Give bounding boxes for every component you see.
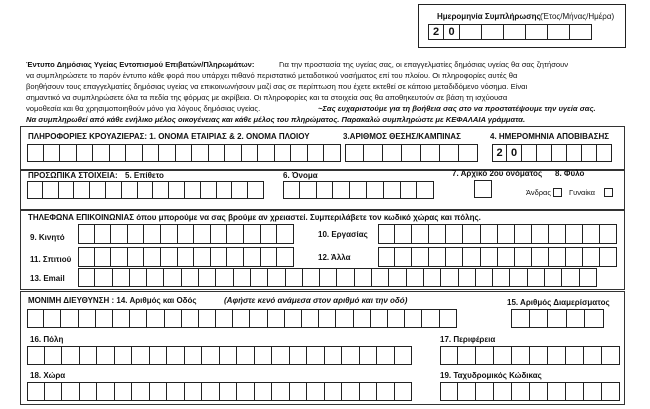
char-box[interactable] <box>548 309 567 328</box>
char-box[interactable] <box>111 247 128 267</box>
char-box[interactable] <box>27 181 43 199</box>
char-box[interactable] <box>159 144 176 162</box>
char-box[interactable] <box>258 144 275 162</box>
char-box[interactable] <box>216 268 233 287</box>
city-label: 16. Πόλη <box>30 335 64 344</box>
char-box[interactable] <box>585 309 604 328</box>
date-digit[interactable] <box>526 24 548 40</box>
country-label: 18. Χώρα <box>30 371 66 380</box>
char-box[interactable] <box>275 144 292 162</box>
char-box[interactable] <box>132 382 150 401</box>
char-box[interactable] <box>185 181 201 199</box>
char-box[interactable] <box>378 224 395 244</box>
char-box[interactable] <box>407 268 424 287</box>
char-box[interactable] <box>122 181 138 199</box>
personal-heading: ΠΡΟΣΩΠΙΚΑ ΣΤΟΙΧΕΙΑ: <box>28 171 118 180</box>
char-box[interactable] <box>176 144 193 162</box>
char-box[interactable] <box>97 346 115 365</box>
char-box[interactable] <box>511 309 530 328</box>
char-box[interactable] <box>272 346 290 365</box>
fill-instruction: Να συμπληρωθεί από κάθε ενήλικο μέλος οικογένειας και κάθε μέλος του πληρώματος. Παρακαλώ συμπληρώστε με ΚΕΦΑΛΑΙΑ γράμματα. <box>26 115 526 124</box>
char-box[interactable] <box>44 144 61 162</box>
char-box[interactable] <box>285 309 302 328</box>
char-box[interactable] <box>537 144 552 162</box>
street-field[interactable] <box>27 309 457 328</box>
char-box[interactable] <box>78 224 95 244</box>
char-box[interactable] <box>602 382 620 401</box>
char-box[interactable] <box>234 268 251 287</box>
disembark-date-field[interactable] <box>492 144 612 162</box>
char-box[interactable] <box>493 268 510 287</box>
char-box[interactable] <box>458 382 476 401</box>
char-box[interactable] <box>216 309 233 328</box>
middle-initial-label: 7. Αρχικό 2ου ονόματος <box>452 169 543 178</box>
char-box[interactable] <box>532 247 549 267</box>
mobile-field[interactable] <box>78 224 294 244</box>
char-box[interactable] <box>202 346 220 365</box>
char-box[interactable] <box>199 309 216 328</box>
char-box[interactable] <box>395 224 412 244</box>
city-field[interactable] <box>27 346 412 365</box>
char-box[interactable] <box>126 144 143 162</box>
char-box[interactable] <box>549 247 566 267</box>
char-box[interactable] <box>290 382 308 401</box>
char-box[interactable] <box>261 247 278 267</box>
char-box[interactable] <box>515 247 532 267</box>
char-box[interactable] <box>115 346 133 365</box>
char-box[interactable] <box>530 382 548 401</box>
char-box[interactable] <box>161 224 178 244</box>
intro-line: νομοθεσία και θα χρησιμοποιηθούν μόνο για λόγους δημόσιας υγείας. <box>26 104 261 113</box>
char-box[interactable] <box>325 346 343 365</box>
first-name-label: 6. Όνομα <box>283 171 318 180</box>
char-box[interactable] <box>153 181 169 199</box>
char-box[interactable] <box>383 144 402 162</box>
date-digit[interactable] <box>548 24 570 40</box>
char-box[interactable] <box>317 181 334 199</box>
surname-field[interactable] <box>27 181 264 199</box>
char-box[interactable] <box>384 181 401 199</box>
date-digit[interactable] <box>482 24 504 40</box>
char-box[interactable] <box>111 224 128 244</box>
postal-code-label: 19. Ταχυδρομικός Κώδικας <box>440 371 542 380</box>
char-box[interactable] <box>138 181 154 199</box>
char-box[interactable] <box>389 268 406 287</box>
char-box[interactable] <box>530 309 549 328</box>
thanks-note: ~Σας ευχαριστούμε για τη βοήθεια σας στο να προστατέψουμε την υγεία σας. <box>318 104 596 113</box>
male-checkbox[interactable] <box>553 188 562 197</box>
char-box[interactable] <box>405 309 422 328</box>
char-box[interactable] <box>530 346 548 365</box>
char-box[interactable] <box>417 181 434 199</box>
char-box[interactable] <box>113 268 130 287</box>
char-box[interactable] <box>371 309 388 328</box>
other-phone-label: 12. Άλλα <box>318 253 351 262</box>
char-box[interactable] <box>225 144 242 162</box>
char-box[interactable] <box>272 382 290 401</box>
char-box[interactable] <box>61 309 78 328</box>
char-box[interactable] <box>402 144 421 162</box>
char-box[interactable] <box>580 268 597 287</box>
char-box[interactable] <box>395 346 413 365</box>
char-box[interactable] <box>95 268 112 287</box>
postal-code-field[interactable] <box>440 382 620 401</box>
char-box[interactable] <box>528 268 545 287</box>
cruise-heading: ΠΛΗΡΟΦΟΡΙΕΣ ΚΡΟΥΑΖΙΕΡΑΣ: 1. ΟΝΟΜΑ ΕΤΑΙΡΙΑΣ & 2. ΟΝΟΜΑ ΠΛΟΙΟΥ <box>28 132 310 141</box>
char-box[interactable] <box>548 346 566 365</box>
char-box[interactable] <box>232 181 248 199</box>
char-box[interactable] <box>566 247 583 267</box>
char-box[interactable] <box>566 382 584 401</box>
date-digit[interactable]: 2 <box>492 144 507 162</box>
char-box[interactable] <box>95 224 112 244</box>
phones-heading: ΤΗΛΕΦΩΝΑ ΕΠΙΚΟΙΝΩΝΙΑΣ όπου μπορούμε να σας βρούμε αν χρειαστεί. Συμπεριλάβετε τον κωδικό χώρας και πόλης. <box>28 213 481 222</box>
char-box[interactable] <box>43 181 59 199</box>
char-box[interactable] <box>512 346 530 365</box>
char-box[interactable] <box>27 144 44 162</box>
male-label: Άνδρας <box>526 188 552 197</box>
char-box[interactable] <box>283 181 300 199</box>
date-digit[interactable]: 0 <box>507 144 522 162</box>
char-box[interactable] <box>337 268 354 287</box>
char-box[interactable] <box>481 224 498 244</box>
char-box[interactable] <box>324 144 341 162</box>
region-field[interactable] <box>440 346 620 365</box>
char-box[interactable] <box>45 382 63 401</box>
char-box[interactable] <box>401 181 418 199</box>
char-box[interactable] <box>286 268 303 287</box>
char-box[interactable] <box>44 309 61 328</box>
other-phone-field[interactable] <box>378 247 617 267</box>
char-box[interactable] <box>582 144 597 162</box>
char-box[interactable] <box>96 309 113 328</box>
char-box[interactable] <box>510 268 527 287</box>
char-box[interactable] <box>395 247 412 267</box>
char-box[interactable] <box>250 309 267 328</box>
char-box[interactable] <box>202 382 220 401</box>
char-box[interactable] <box>147 309 164 328</box>
char-box[interactable] <box>476 382 494 401</box>
char-box[interactable] <box>161 247 178 267</box>
char-box[interactable] <box>165 309 182 328</box>
char-box[interactable] <box>74 181 90 199</box>
char-box[interactable] <box>583 247 600 267</box>
char-box[interactable] <box>169 181 185 199</box>
disembark-date-label: 4. ΗΜΕΡΟΜΗΝΙΑ ΑΠΟΒΙΒΑΣΗΣ <box>490 132 610 141</box>
char-box[interactable] <box>185 346 203 365</box>
char-box[interactable] <box>440 346 458 365</box>
date-digit[interactable] <box>570 24 592 40</box>
company-ship-field[interactable] <box>27 144 341 162</box>
char-box[interactable] <box>130 268 147 287</box>
char-box[interactable] <box>237 346 255 365</box>
char-box[interactable] <box>412 247 429 267</box>
char-box[interactable] <box>463 247 480 267</box>
char-box[interactable] <box>167 382 185 401</box>
char-box[interactable] <box>583 224 600 244</box>
char-box[interactable] <box>209 144 226 162</box>
char-box[interactable] <box>150 382 168 401</box>
apartment-field[interactable] <box>511 309 604 328</box>
char-box[interactable] <box>459 144 478 162</box>
char-box[interactable] <box>277 247 294 267</box>
completion-date-field[interactable] <box>428 24 592 40</box>
char-box[interactable] <box>27 382 45 401</box>
char-box[interactable] <box>336 309 353 328</box>
char-box[interactable] <box>494 382 512 401</box>
cabin-number-label: 3.ΑΡΙΘΜΟΣ ΘΕΣΗΣ/ΚΑΜΠΙΝΑΣ <box>343 132 461 141</box>
female-label: Γυναίκα <box>569 188 595 197</box>
char-box[interactable] <box>185 382 203 401</box>
char-box[interactable] <box>429 224 446 244</box>
intro-line: να συμπληρώσετε το παρόν έντυπο κάθε φορά που υπάρχει πιθανό περιστατικό μεταδοτικού νοσήματος επί του πλοίου. Οι πληροφορίες αυτές θα <box>26 71 518 80</box>
char-box[interactable] <box>422 309 439 328</box>
char-box[interactable] <box>584 346 602 365</box>
char-box[interactable] <box>498 247 515 267</box>
char-box[interactable] <box>211 224 228 244</box>
char-box[interactable] <box>113 309 130 328</box>
char-box[interactable] <box>424 268 441 287</box>
char-box[interactable] <box>80 382 98 401</box>
char-box[interactable] <box>345 144 364 162</box>
char-box[interactable] <box>144 247 161 267</box>
char-box[interactable] <box>182 268 199 287</box>
char-box[interactable] <box>79 309 96 328</box>
char-box[interactable] <box>459 268 476 287</box>
home-phone-field[interactable] <box>78 247 294 267</box>
char-box[interactable] <box>307 382 325 401</box>
char-box[interactable] <box>566 224 583 244</box>
char-box[interactable] <box>552 144 567 162</box>
char-box[interactable] <box>308 144 325 162</box>
char-box[interactable] <box>388 309 405 328</box>
char-box[interactable] <box>319 309 336 328</box>
char-box[interactable] <box>244 247 261 267</box>
intro-line: βοηθήσουν τους επαγγελματίες δημόσιας υγείας να επικοινωνήσουν μαζί σας σε περίπτωση που έχετε εκτεθεί σε κάποιο μεταδιδόμενο νόσημα. Είναι <box>26 82 528 91</box>
char-box[interactable] <box>429 247 446 267</box>
char-box[interactable] <box>549 224 566 244</box>
char-box[interactable] <box>481 247 498 267</box>
char-box[interactable] <box>446 224 463 244</box>
char-box[interactable] <box>440 309 457 328</box>
char-box[interactable] <box>80 346 98 365</box>
char-box[interactable] <box>201 181 217 199</box>
char-box[interactable] <box>300 181 317 199</box>
char-box[interactable] <box>360 382 378 401</box>
char-box[interactable] <box>237 382 255 401</box>
char-box[interactable] <box>128 224 145 244</box>
char-box[interactable] <box>268 309 285 328</box>
char-box[interactable] <box>115 382 133 401</box>
char-box[interactable] <box>62 346 80 365</box>
char-box[interactable] <box>59 181 75 199</box>
char-box[interactable] <box>110 144 127 162</box>
char-box[interactable] <box>77 144 94 162</box>
intro-line: σημαντικό να συμπληρώσετε όλα τα πεδία της φόρμας με ακρίβεια. Οι πληροφορίες και τα στοιχεία σας θα αποθηκευτούν σε βάση τη ισχύουσα <box>26 93 508 102</box>
char-box[interactable] <box>248 181 264 199</box>
char-box[interactable] <box>290 346 308 365</box>
date-digit[interactable]: 0 <box>444 24 460 40</box>
char-box[interactable] <box>325 382 343 401</box>
char-box[interactable] <box>562 268 579 287</box>
char-box[interactable] <box>178 247 195 267</box>
date-digit[interactable]: 2 <box>428 24 444 40</box>
char-box[interactable] <box>132 346 150 365</box>
apartment-label: 15. Αριθμός Διαμερίσματος <box>507 298 610 307</box>
char-box[interactable] <box>60 144 77 162</box>
char-box[interactable] <box>303 268 320 287</box>
char-box[interactable] <box>130 309 147 328</box>
char-box[interactable] <box>144 224 161 244</box>
char-box[interactable] <box>255 346 273 365</box>
char-box[interactable] <box>441 268 458 287</box>
char-box[interactable] <box>106 181 122 199</box>
char-box[interactable] <box>268 268 285 287</box>
char-box[interactable] <box>476 346 494 365</box>
char-box[interactable] <box>463 224 480 244</box>
char-box[interactable] <box>307 346 325 365</box>
char-box[interactable] <box>440 382 458 401</box>
char-box[interactable] <box>194 224 211 244</box>
char-box[interactable] <box>27 309 44 328</box>
char-box[interactable] <box>227 247 244 267</box>
street-label: ΜΟΝΙΜΗ ΔΙΕΥΘΥΝΣΗ : 14. Αριθμός και Οδός <box>28 296 197 305</box>
char-box[interactable] <box>372 268 389 287</box>
first-name-field[interactable] <box>283 181 434 199</box>
char-box[interactable] <box>291 144 308 162</box>
char-box[interactable] <box>602 346 620 365</box>
email-label: 13. Email <box>30 274 65 283</box>
char-box[interactable] <box>150 346 168 365</box>
surname-label: 5. Επίθετο <box>125 171 164 180</box>
char-box[interactable] <box>261 224 278 244</box>
char-box[interactable] <box>342 346 360 365</box>
completion-date-label: Ημερομηνία Συμπλήρωσης <box>437 12 541 21</box>
char-box[interactable] <box>498 224 515 244</box>
home-phone-label: 11. Σπιτιού <box>30 255 72 264</box>
char-box[interactable] <box>233 309 250 328</box>
char-box[interactable] <box>255 382 273 401</box>
char-box[interactable] <box>182 309 199 328</box>
work-phone-label: 10. Εργασίας <box>318 230 368 239</box>
char-box[interactable] <box>93 144 110 162</box>
date-digit[interactable] <box>504 24 526 40</box>
char-box[interactable] <box>350 181 367 199</box>
country-field[interactable] <box>27 382 412 401</box>
char-box[interactable] <box>522 144 537 162</box>
char-box[interactable] <box>97 382 115 401</box>
char-box[interactable] <box>143 144 160 162</box>
char-box[interactable] <box>147 268 164 287</box>
completion-date-hint: (Έτος/Μήνας/Ημέρα) <box>540 12 615 21</box>
char-box[interactable] <box>220 382 238 401</box>
char-box[interactable] <box>164 268 181 287</box>
intro-line: Για την προστασία της υγείας σας, οι επαγγελματίες δημόσιας υγείας θα σας ζητήσουν <box>279 60 569 69</box>
char-box[interactable] <box>567 144 582 162</box>
cabin-number-field[interactable] <box>345 144 478 162</box>
char-box[interactable] <box>90 181 106 199</box>
char-box[interactable] <box>242 144 259 162</box>
char-box[interactable] <box>217 181 233 199</box>
char-box[interactable] <box>220 346 238 365</box>
char-box[interactable] <box>78 268 95 287</box>
char-box[interactable] <box>600 224 617 244</box>
char-box[interactable] <box>545 268 562 287</box>
form-title: Έντυπο Δημόσιας Υγείας Εντοπισμού Επιβατών/Πληρωμάτων: <box>26 60 255 69</box>
char-box[interactable] <box>167 346 185 365</box>
char-box[interactable] <box>446 247 463 267</box>
work-phone-field[interactable] <box>378 224 617 244</box>
char-box[interactable] <box>192 144 209 162</box>
char-box[interactable] <box>342 382 360 401</box>
char-box[interactable] <box>199 268 216 287</box>
char-box[interactable] <box>333 181 350 199</box>
char-box[interactable] <box>211 247 228 267</box>
middle-initial-box[interactable] <box>474 180 492 198</box>
char-box[interactable] <box>421 144 440 162</box>
char-box[interactable] <box>62 382 80 401</box>
char-box[interactable] <box>378 247 395 267</box>
char-box[interactable] <box>584 382 602 401</box>
char-box[interactable] <box>364 144 383 162</box>
char-box[interactable] <box>567 309 586 328</box>
char-box[interactable] <box>320 268 337 287</box>
char-box[interactable] <box>600 247 617 267</box>
char-box[interactable] <box>354 309 371 328</box>
char-box[interactable] <box>251 268 268 287</box>
mobile-label: 9. Κινητό <box>30 233 65 242</box>
char-box[interactable] <box>532 224 549 244</box>
char-box[interactable] <box>360 346 378 365</box>
region-label: 17. Περιφέρεια <box>440 335 496 344</box>
char-box[interactable] <box>128 247 145 267</box>
char-box[interactable] <box>302 309 319 328</box>
sex-label: 8. Φύλο <box>555 169 585 178</box>
char-box[interactable] <box>355 268 372 287</box>
female-checkbox[interactable] <box>604 188 613 197</box>
char-box[interactable] <box>476 268 493 287</box>
email-field[interactable] <box>78 268 597 287</box>
char-box[interactable] <box>227 224 244 244</box>
char-box[interactable] <box>95 247 112 267</box>
street-hint: (Αφήστε κενό ανάμεσα στον αριθμό και την οδό) <box>224 296 408 305</box>
char-box[interactable] <box>597 144 612 162</box>
char-box[interactable] <box>548 382 566 401</box>
char-box[interactable] <box>566 346 584 365</box>
char-box[interactable] <box>178 224 195 244</box>
char-box[interactable] <box>244 224 261 244</box>
char-box[interactable] <box>377 346 395 365</box>
char-box[interactable] <box>27 346 45 365</box>
char-box[interactable] <box>515 224 532 244</box>
char-box[interactable] <box>458 346 476 365</box>
char-box[interactable] <box>512 382 530 401</box>
char-box[interactable] <box>194 247 211 267</box>
char-box[interactable] <box>277 224 294 244</box>
char-box[interactable] <box>395 382 413 401</box>
date-digit[interactable] <box>460 24 482 40</box>
char-box[interactable] <box>45 346 63 365</box>
char-box[interactable] <box>78 247 95 267</box>
char-box[interactable] <box>367 181 384 199</box>
char-box[interactable] <box>440 144 459 162</box>
char-box[interactable] <box>494 346 512 365</box>
char-box[interactable] <box>412 224 429 244</box>
char-box[interactable] <box>377 382 395 401</box>
